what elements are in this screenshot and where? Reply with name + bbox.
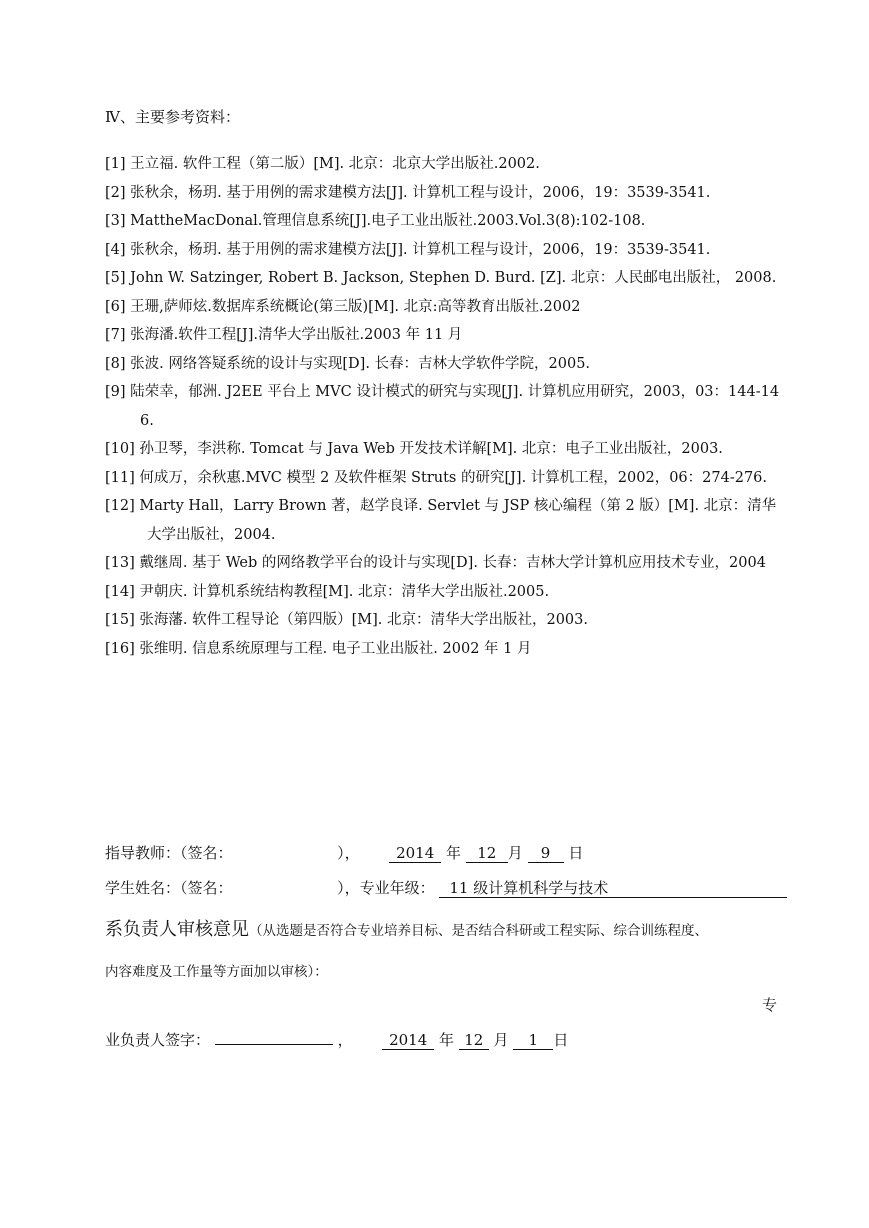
review-day: 1	[513, 1031, 553, 1050]
reference-item	[105, 635, 790, 664]
reference-item	[105, 150, 790, 179]
reference-text: 孙卫琴，李洪称. Tomcat 与 Java Web 开发技术详解[M]. 北京：电子工业出版社，2003.	[139, 441, 723, 457]
review-signature-field[interactable]	[215, 1044, 333, 1045]
review-signature-line	[105, 1029, 568, 1050]
review-heading	[105, 915, 708, 941]
advisor-day: 9	[528, 844, 564, 863]
review-year-unit: 年	[438, 1031, 454, 1049]
advisor-year: 2014	[389, 844, 441, 863]
reference-number: [4]	[105, 241, 126, 258]
reference-number: [5]	[105, 270, 126, 286]
section-title: Ⅳ、主要参考资料：	[105, 108, 240, 126]
reference-item	[105, 492, 790, 549]
reference-text: 戴继周. 基于 Web 的网络教学平台的设计与实现[D]. 长春：吉林大学计算机应用技术专业，2004	[139, 555, 766, 571]
reference-number: [14]	[105, 583, 135, 600]
reference-number: [9]	[105, 384, 126, 400]
reference-number: [3]	[105, 213, 126, 229]
reference-text: 张维明. 信息系统原理与工程. 电子工业出版社. 2002 年 1 月	[139, 640, 532, 657]
review-note: （从选题是否符合专业培养目标、是否结合科研或工程实际、综合训练程度、	[249, 923, 708, 939]
reference-number: [6]	[105, 298, 126, 315]
review-note-continued: 内容难度及工作量等方面加以审核）：	[105, 964, 328, 980]
reference-number: [13]	[105, 555, 135, 571]
review-title: 系负责人审核意见	[105, 919, 249, 940]
reference-number: [2]	[105, 184, 126, 201]
reference-item	[105, 321, 790, 350]
reference-item	[105, 378, 790, 435]
reference-text: 张秋余，杨玥. 基于用例的需求建模方法[J]. 计算机工程与设计，2006，19：3539-3541.	[130, 184, 711, 201]
student-signature-line	[105, 877, 787, 898]
review-month: 12	[459, 1031, 489, 1050]
reference-item	[105, 179, 790, 208]
reference-text: MattheMacDonal.管理信息系统[J].电子工业出版社.2003.Vol.3(8):102-108.	[130, 213, 646, 229]
advisor-close: ），	[337, 844, 360, 862]
reference-number: [1]	[105, 156, 126, 172]
advisor-month-unit: 月	[507, 844, 523, 862]
reference-text: 陆荣幸，郁洲. J2EE 平台上 MVC 设计模式的研究与实现[J]. 计算机应用研究，2003，03：144-146.	[130, 384, 780, 429]
review-char: 专	[762, 996, 778, 1014]
advisor-label: 指导教师：（签名：	[105, 844, 233, 862]
reference-number: [8]	[105, 355, 126, 372]
reference-text: 尹朝庆. 计算机系统结构教程[M]. 北京：清华大学出版社.2005.	[139, 583, 550, 600]
reference-text: 张波. 网络答疑系统的设计与实现[D]. 长春：吉林大学软件学院，2005.	[130, 355, 591, 372]
reference-number: [10]	[105, 441, 135, 457]
reference-item	[105, 606, 790, 635]
reference-text: Marty Hall，Larry Brown 著，赵学良译. Servlet 与 JSP 核心编程（第 2 版）[M]. 北京：清华大学出版社，2004.	[139, 498, 777, 543]
reference-text: John W. Satzinger, Robert B. Jackson, Stephen D. Burd. [Z]. 北京：人民邮电出版社， 2008.	[130, 270, 777, 286]
advisor-year-unit: 年	[445, 844, 461, 862]
reference-item	[105, 264, 790, 293]
reference-text: 张海藩. 软件工程导论（第四版）[M]. 北京：清华大学出版社，2003.	[139, 612, 588, 628]
reference-item	[105, 435, 790, 464]
reference-number: [11]	[105, 469, 135, 486]
advisor-day-unit: 日	[568, 844, 584, 862]
student-major: 11 级计算机科学与技术	[439, 879, 787, 898]
student-label: 学生姓名：（签名：	[105, 879, 233, 897]
review-day-unit: 日	[553, 1031, 569, 1049]
reference-text: 王立福. 软件工程（第二版）[M]. 北京：北京大学出版社.2002.	[130, 156, 540, 172]
reference-item	[105, 578, 790, 607]
reference-text: 张海潘.软件工程[J].清华大学出版社.2003 年 11 月	[130, 327, 463, 343]
reference-text: 何成万，余秋惠.MVC 模型 2 及软件框架 Struts 的研究[J]. 计算机工程，2002，06：274-276.	[139, 469, 768, 486]
reference-item	[105, 350, 790, 379]
reference-number: [16]	[105, 640, 135, 657]
reference-item	[105, 549, 790, 578]
review-comma: ，	[337, 1031, 353, 1049]
reference-number: [7]	[105, 327, 126, 343]
reference-item	[105, 464, 790, 493]
reference-item	[105, 293, 790, 322]
advisor-month: 12	[466, 844, 508, 863]
student-close: ），专业年级：	[337, 879, 435, 897]
reference-text: 王珊,萨师炫.数据库系统概论(第三版)[M]. 北京:高等教育出版社.2002	[130, 298, 581, 315]
review-sign-label: 业负责人签字：	[105, 1031, 211, 1049]
reference-list	[105, 150, 790, 663]
reference-number: [15]	[105, 612, 135, 628]
reference-number: [12]	[105, 498, 135, 514]
advisor-signature-line	[105, 842, 583, 863]
reference-item	[105, 207, 790, 236]
review-month-unit: 月	[493, 1031, 509, 1049]
review-year: 2014	[382, 1031, 434, 1050]
reference-item	[105, 236, 790, 265]
reference-text: 张秋余，杨玥. 基于用例的需求建模方法[J]. 计算机工程与设计，2006，19：3539-3541.	[130, 241, 711, 258]
